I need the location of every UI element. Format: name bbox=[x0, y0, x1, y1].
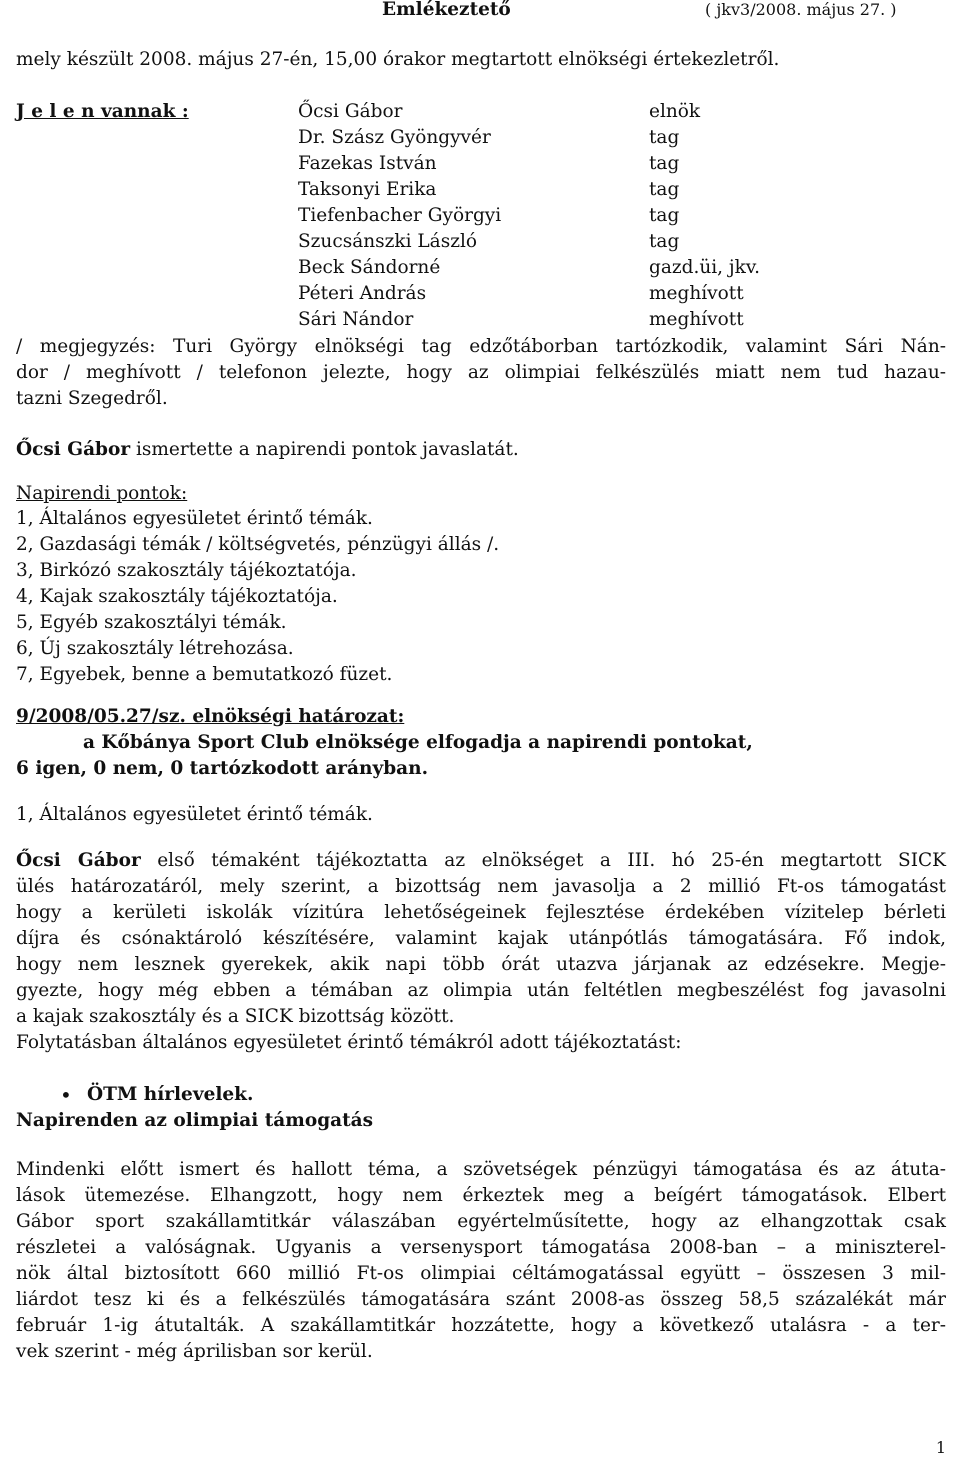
attendee-role: tag bbox=[649, 179, 680, 200]
attendee-role: tag bbox=[649, 127, 680, 148]
attendance-label: J e l e n vannak : bbox=[16, 101, 189, 122]
bullet-text: ÖTM hírlevelek. bbox=[87, 1084, 254, 1105]
section-paragraph-line: hogy a kerületi iskolák vízitúra lehetőségeinek fejlesztése érdekében vízitelep bérleti bbox=[16, 902, 946, 923]
document-title: Emlékeztető bbox=[382, 0, 511, 20]
paragraph-line: lások ütemezése. Elhangzott, hogy nem érkeztek meg a beígért támogatások. Elbert bbox=[16, 1185, 946, 1206]
attendee-role: tag bbox=[649, 205, 680, 226]
agenda-item: 1, Általános egyesületet érintő témák. bbox=[16, 508, 373, 529]
attendee-name: Beck Sándorné bbox=[298, 257, 441, 278]
resolution-vote: 6 igen, 0 nem, 0 tartózkodott arányban. bbox=[16, 758, 429, 779]
continuation-text: Folytatásban általános egyesületet érintő témákról adott tájékoztatást: bbox=[16, 1032, 682, 1053]
paragraph-line: február 1-ig átutalták. A szakállamtitkár hozzátette, hogy a következő utalásra - a ter- bbox=[16, 1315, 946, 1336]
attendee-name: Péteri András bbox=[298, 283, 427, 304]
section-paragraph-line: a kajak szakosztály és a SICK bizottság között. bbox=[16, 1006, 455, 1027]
document-reference: ( jkv3/2008. május 27. ) bbox=[705, 0, 897, 19]
section-paragraph-line: díjra és csónaktároló készítésére, valamint kajak utánpótlás támogatására. Fő indok, bbox=[16, 928, 946, 949]
attendee-name: Sári Nándor bbox=[298, 309, 414, 330]
agenda-item: 7, Egyebek, benne a bemutatkozó füzet. bbox=[16, 664, 393, 685]
attendee-role: tag bbox=[649, 153, 680, 174]
attendee-name: Taksonyi Erika bbox=[298, 179, 437, 200]
section-paragraph-line: hogy nem lesznek gyerekek, akik napi több órát utazva járjanak az edzésekre. Megje- bbox=[16, 954, 946, 975]
paragraph-line: liárdot tesz ki és a felkészülés támogatására szánt 2008-as összeg 58,5 százalékát már bbox=[16, 1289, 946, 1310]
agenda-item: 3, Birkózó szakosztály tájékoztatója. bbox=[16, 560, 357, 581]
attendee-role: gazd.üi, jkv. bbox=[649, 257, 761, 278]
agenda-item: 5, Egyéb szakosztályi témák. bbox=[16, 612, 287, 633]
attendee-name: Tiefenbacher Györgyi bbox=[298, 205, 502, 226]
paragraph-line: nök által biztosított 660 millió Ft-os olimpiai céltámogatással együtt – összesen 3 mil- bbox=[16, 1263, 946, 1284]
paragraph-line: Mindenki előtt ismert és hallott téma, a szövetségek pénzügyi támogatása és az átuta- bbox=[16, 1159, 946, 1180]
section-title: 1, Általános egyesületet érintő témák. bbox=[16, 804, 373, 825]
intro-text: mely készült 2008. május 27-én, 15,00 órakor megtartott elnökségi értekezletről. bbox=[16, 49, 780, 70]
paragraph-line: vek szerint - még áprilisban sor kerül. bbox=[16, 1341, 373, 1362]
subheading: Napirenden az olimpiai támogatás bbox=[16, 1110, 374, 1131]
resolution-number: 9/2008/05.27/sz. elnökségi határozat: bbox=[16, 706, 405, 727]
attendee-name: Őcsi Gábor bbox=[298, 101, 403, 122]
paragraph-text: első témaként tájékoztatta az elnökséget a III. hó 25-én megtartott SICK bbox=[140, 850, 946, 871]
chair-name: Őcsi Gábor bbox=[16, 850, 141, 871]
attendee-role: tag bbox=[649, 231, 680, 252]
note-line: dor / meghívott / telefonon jelezte, hogy az olimpiai felkészülés miatt nem tud hazau- bbox=[16, 362, 946, 383]
attendee-role: meghívott bbox=[649, 283, 744, 304]
section-paragraph-line: ülés határozatáról, mely szerint, a bizottság nem javasolja a 2 millió Ft-os támogatást bbox=[16, 876, 946, 897]
attendee-role: elnök bbox=[649, 101, 701, 122]
note-line: / megjegyzés: Turi György elnökségi tag edzőtáborban tartózkodik, valamint Sári Nán- bbox=[16, 336, 946, 357]
attendee-name: Dr. Szász Gyöngyvér bbox=[298, 127, 491, 148]
attendee-name: Szucsánszki László bbox=[298, 231, 477, 252]
chair-name: Őcsi Gábor bbox=[16, 439, 131, 460]
bullet-icon: • bbox=[60, 1083, 72, 1107]
resolution-text: a Kőbánya Sport Club elnöksége elfogadja a napirendi pontokat, bbox=[83, 732, 753, 753]
agenda-item: 4, Kajak szakosztály tájékoztatója. bbox=[16, 586, 338, 607]
agenda-intro bbox=[16, 437, 519, 463]
page-number: 1 bbox=[935, 1438, 946, 1457]
attendee-name: Fazekas István bbox=[298, 153, 437, 174]
agenda-item: 6, Új szakosztály létrehozása. bbox=[16, 638, 294, 659]
note-line: tazni Szegedről. bbox=[16, 388, 168, 409]
agenda-intro-text: ismertette a napirendi pontok javaslatát. bbox=[130, 439, 519, 460]
agenda-item: 2, Gazdasági témák / költségvetés, pénzügyi állás /. bbox=[16, 534, 500, 555]
agenda-title: Napirendi pontok: bbox=[16, 483, 188, 504]
attendee-role: meghívott bbox=[649, 309, 744, 330]
paragraph-line: Gábor sport szakállamtitkár válaszában egyértelműsítette, hogy az elhangzottak csak bbox=[16, 1211, 946, 1232]
section-paragraph-line: gyezte, hogy még ebben a témában az olimpia után feltétlen megbeszélést fog javasolni bbox=[16, 980, 946, 1001]
paragraph-line: részletei a valóságnak. Ugyanis a versenysport támogatása 2008-ban – a miniszterel- bbox=[16, 1237, 946, 1258]
section-paragraph-line bbox=[16, 848, 946, 874]
